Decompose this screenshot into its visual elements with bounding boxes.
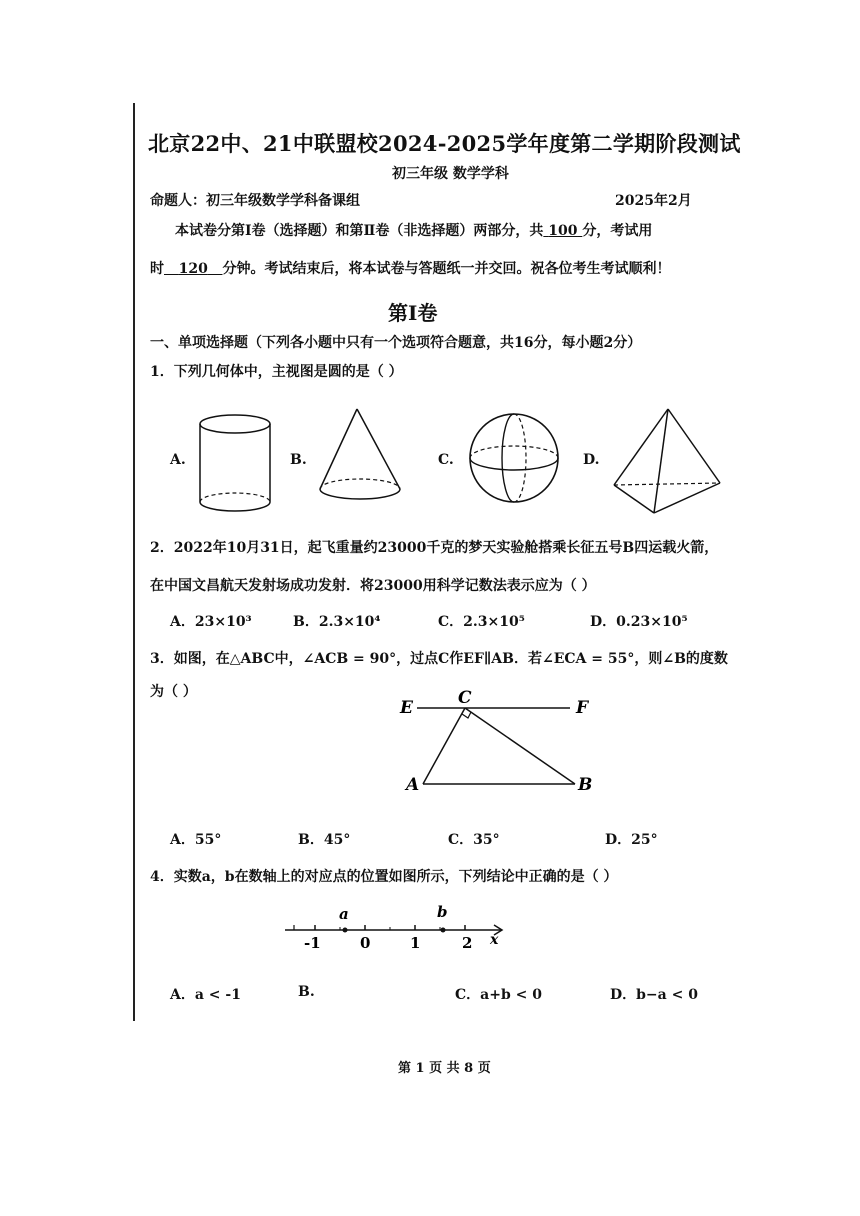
q4-option-a: A．a < -1 [170, 987, 241, 1003]
label-point-a: a [339, 905, 349, 923]
right-angle-mark [462, 712, 471, 718]
q4-option-d: D．b−a < 0 [610, 987, 698, 1003]
intro-line-1-pre: 本试卷分第Ⅰ卷（选择题）和第Ⅱ卷（非选择题）两部分，共 [175, 223, 544, 239]
q2-stem-line-1: 2．2022年10月31日，起飞重量约23000千克的梦天实验舱搭乘长征五号B四运载火箭， [150, 540, 719, 556]
page-footer: 第 1 页 共 8 页 [398, 1061, 491, 1076]
exam-date: 2025年2月 [615, 193, 692, 209]
q4-option-c: C．a+b < 0 [455, 987, 542, 1003]
point-b [441, 928, 446, 933]
q3-triangle-figure [395, 686, 610, 801]
q2-stem-line-2: 在中国文昌航天发射场成功发射．将23000用科学记数法表示应为（ ） [150, 578, 596, 594]
q1-label-b: B. [290, 452, 307, 468]
q4-number-line [280, 903, 510, 953]
exam-proposer: 命题人：初三年级数学学科备课组 [150, 193, 360, 209]
q1-label-d: D. [583, 452, 600, 468]
side-ca [423, 708, 465, 784]
q4-stem: 4．实数a，b在数轴上的对应点的位置如图所示，下列结论中正确的是（ ） [150, 869, 618, 885]
tick-label-0: 0 [360, 934, 371, 952]
q2-option-a: A．23×10³ [170, 614, 252, 630]
point-a [343, 928, 348, 933]
q3-option-a: A．55° [170, 832, 222, 848]
tick-label-1: 1 [410, 934, 421, 952]
sphere-icon [466, 410, 566, 510]
volume-title: 第Ⅰ卷 [388, 301, 438, 325]
cone-icon [312, 405, 412, 515]
axis-label-x: x [490, 932, 499, 948]
q1-label-c: C. [438, 452, 454, 468]
intro-line-1-post: 分，考试用 [582, 223, 653, 239]
exam-title: 北京22中、21中联盟校2024-2025学年度第二学期阶段测试 [148, 131, 741, 156]
q3-stem-line-1: 3．如图，在△ABC中，∠ACB = 90°，过点C作EF∥AB．若∠ECA = 55°，则∠B的度数 [150, 651, 728, 667]
label-b: B [578, 775, 593, 795]
intro-line-2-pre: 时 [150, 261, 164, 277]
label-f: F [576, 698, 589, 718]
side-cb [465, 708, 575, 784]
q1-stem: 1．下列几何体中，主视图是圆的是（ ） [150, 364, 403, 380]
tick-label-minus-1: -1 [304, 934, 321, 952]
q3-option-d: D．25° [605, 832, 658, 848]
total-score: 100 [548, 223, 578, 239]
q3-option-b: B．45° [298, 832, 351, 848]
intro-line-1 [175, 220, 652, 240]
q3-stem-line-2: 为（ ） [150, 684, 197, 700]
q1-label-a: A. [170, 452, 186, 468]
tick-label-2: 2 [462, 934, 473, 952]
q4-option-b: B. [298, 984, 315, 1000]
binding-margin-line [133, 103, 135, 1021]
label-c: C [458, 688, 472, 708]
cylinder-icon [195, 410, 277, 520]
exam-subtitle: 初三年级 数学学科 [392, 166, 509, 182]
intro-line-2-post: 分钟。考试结束后，将本试卷与答题纸一并交回。祝各位考生考试顺利！ [222, 261, 671, 277]
exam-minutes: 120 [178, 261, 208, 277]
label-e: E [400, 698, 413, 718]
label-a: A [406, 775, 420, 795]
q3-option-c: C．35° [448, 832, 500, 848]
q2-option-b: B．2.3×10⁴ [293, 614, 381, 630]
pyramid-icon [610, 405, 725, 520]
q2-option-c: C．2.3×10⁵ [438, 614, 525, 630]
section-one-heading: 一、单项选择题（下列各小题中只有一个选项符合题意，共16分，每小题2分） [150, 335, 642, 351]
intro-line-2 [150, 258, 670, 278]
label-point-b: b [437, 903, 448, 921]
q2-option-d: D．0.23×10⁵ [590, 614, 688, 630]
